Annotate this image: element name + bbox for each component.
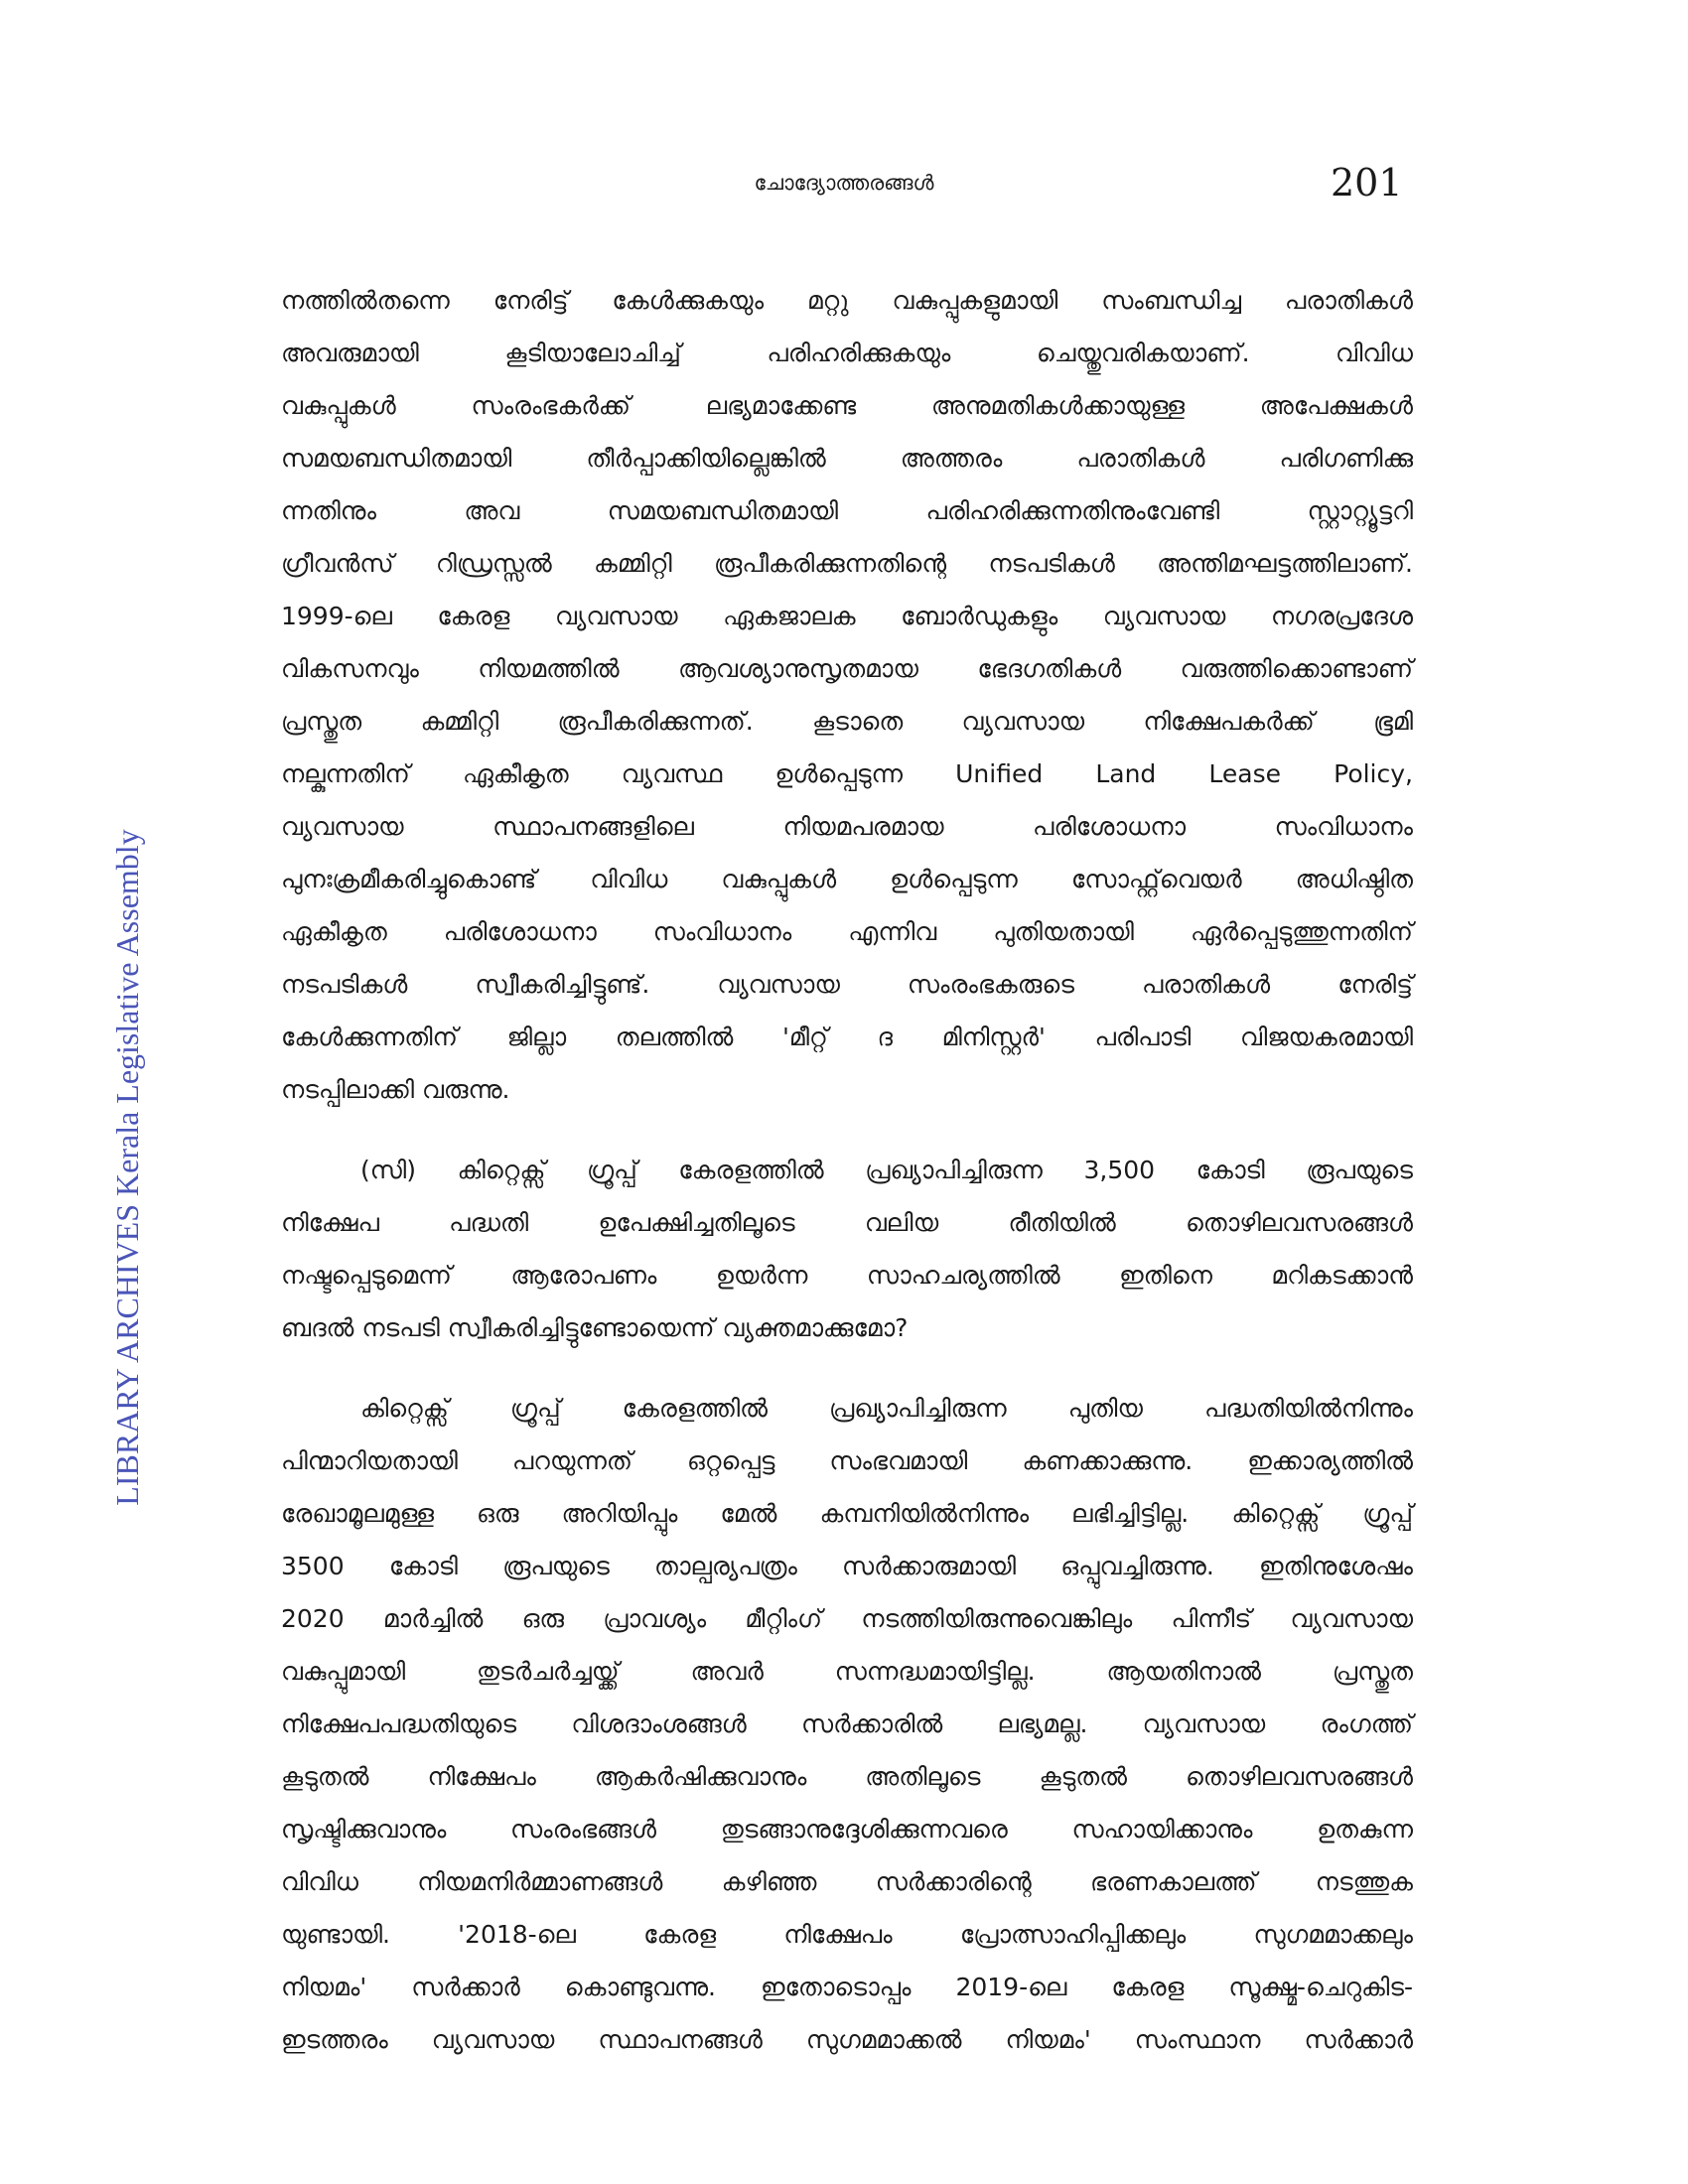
text-line: നഷ്ടപ്പെടുമെന്ന് ആരോപണം ഉയർന്ന സാഹചര്യത്തിൽ ഇതിനെ മറികടക്കാൻ — [281, 1261, 1413, 1290]
paragraph — [281, 274, 1413, 1116]
text-line: പുനഃക്രമീകരിച്ചുകൊണ്ട് വിവിധ വകുപ്പുകൾ ഉൾപ്പെടുന്ന സോഫ്റ്റ്‌വെയർ അധിഷ്ഠിത — [281, 865, 1413, 893]
text-line: 2020 മാർച്ചിൽ ഒരു പ്രാവശ്യം മീറ്റിംഗ് നടത്തിയിരുന്നുവെങ്കിലും പിന്നീട് വ്യവസായ — [281, 1604, 1413, 1633]
text-line: സൃഷ്ടിക്കുവാനും സംരംഭങ്ങൾ തുടങ്ങാനുദ്ദേശിക്കുന്നവരെ സഹായിക്കാനും ഉതകുന്ന — [281, 1815, 1413, 1843]
text-line: വകുപ്പുകൾ സംരംഭകർക്ക് ലഭ്യമാക്കേണ്ട അനുമതികൾക്കായുള്ള അപേക്ഷകൾ — [281, 391, 1413, 420]
text-line: (സി) കിറ്റെക്സ് ഗ്രൂപ്പ് കേരളത്തിൽ പ്രഖ്യാപിച്ചിരുന്ന 3,500 കോടി രൂപയുടെ — [360, 1156, 1413, 1184]
archive-watermark: LIBRARY ARCHIVES Kerala Legislative Assembly — [109, 829, 145, 1506]
text-line: കിറ്റെക്സ് ഗ്രൂപ്പ് കേരളത്തിൽ പ്രഖ്യാപിച്ചിരുന്ന പുതിയ പദ്ധതിയിൽനിന്നും — [360, 1394, 1413, 1423]
text-line: നിയമം' സർക്കാർ കൊണ്ടുവന്നു. ഇതോടൊപ്പം 2019-ലെ കേരള സൂക്ഷ്മ-ചെറുകിട- — [281, 1973, 1413, 2001]
text-line: യുണ്ടായി. '2018-ലെ കേരള നിക്ഷേപം പ്രോത്സാഹിപ്പിക്കലും സുഗമമാക്കലും — [281, 1920, 1413, 1949]
text-line: ന്നതിനും അവ സമയബന്ധിതമായി പരിഹരിക്കുന്നതിനുംവേണ്ടി സ്റ്റാറ്റ്യൂട്ടറി — [281, 496, 1413, 525]
text-line: നത്തിൽതന്നെ നേരിട്ട് കേൾക്കുകയും മറ്റു വകുപ്പുകളുമായി സംബന്ധിച്ച പരാതികൾ — [281, 286, 1413, 315]
text-line: വിവിധ നിയമനിർമ്മാണങ്ങൾ കഴിഞ്ഞ സർക്കാരിന്റെ ഭരണകാലത്ത് നടത്തുക — [281, 1867, 1413, 1896]
paragraph — [281, 1382, 1413, 2066]
text-line: വകുപ്പുമായി തുടർചർച്ചയ്ക്ക് അവർ സന്നദ്ധമായിട്ടില്ല. ആയതിനാൽ പ്രസ്തുത — [281, 1657, 1413, 1686]
text-line: ഇടത്തരം വ്യവസായ സ്ഥാപനങ്ങൾ സുഗമമാക്കൽ നിയമം' സംസ്ഥാന സർക്കാർ — [281, 2025, 1413, 2054]
text-line: നിക്ഷേപപദ്ധതിയുടെ വിശദാംശങ്ങൾ സർക്കാരിൽ ലഭ്യമല്ല. വ്യവസായ രംഗത്ത് — [281, 1709, 1413, 1738]
text-line: വ്യവസായ സ്ഥാപനങ്ങളിലെ നിയമപരമായ പരിശോധനാ സംവിധാനം — [281, 812, 1413, 841]
text-line: അവരുമായി കൂടിയാലോചിച്ച് പരിഹരിക്കുകയും ചെയ്തുവരികയാണ്. വിവിധ — [281, 339, 1413, 367]
paragraph — [281, 1144, 1413, 1354]
text-line: ബദൽ നടപടി സ്വീകരിച്ചിട്ടുണ്ടോയെന്ന് വ്യക്തമാക്കുമോ? — [281, 1313, 909, 1342]
text-line: നല്കുന്നതിന് ഏകീകൃത വ്യവസ്ഥ ഉൾപ്പെടുന്ന Unified Land Lease Policy, — [281, 759, 1413, 788]
body-text — [281, 274, 1413, 2066]
text-line: കൂടുതൽ നിക്ഷേപം ആകർഷിക്കുവാനും അതിലൂടെ കൂടുതൽ തൊഴിലവസരങ്ങൾ — [281, 1762, 1413, 1791]
text-line: പ്രസ്തുത കമ്മിറ്റി രൂപീകരിക്കുന്നത്. കൂടാതെ വ്യവസായ നിക്ഷേപകർക്ക് ഭൂമി — [281, 707, 1413, 736]
text-line: ഏകീകൃത പരിശോധനാ സംവിധാനം എന്നിവ പുതിയതായി ഏർപ്പെടുത്തുന്നതിന് — [281, 917, 1413, 946]
text-line: കേൾക്കുന്നതിന് ജില്ലാ തലത്തിൽ 'മീറ്റ് ദ മിനിസ്റ്റർ' പരിപാടി വിജയകരമായി — [281, 1023, 1413, 1051]
text-line: നടപടികൾ സ്വീകരിച്ചിട്ടുണ്ട്. വ്യവസായ സംരംഭകരുടെ പരാതികൾ നേരിട്ട് — [281, 970, 1413, 999]
text-line: 3500 കോടി രൂപയുടെ താല്പര്യപത്രം സർക്കാരുമായി ഒപ്പുവച്ചിരുന്നു. ഇതിനുശേഷം — [281, 1552, 1413, 1580]
text-line: പിന്മാറിയതായി പറയുന്നത് ഒറ്റപ്പെട്ട സംഭവമായി കണക്കാക്കുന്നു. ഇക്കാര്യത്തിൽ — [281, 1446, 1413, 1475]
running-header-title: ചോദ്യോത്തരങ്ങൾ — [754, 171, 934, 195]
text-line: 1999-ലെ കേരള വ്യവസായ ഏകജാലക ബോർഡുകളും വ്യവസായ നഗരപ്രദേശ — [281, 602, 1413, 630]
text-line: രേഖാമൂലമുള്ള ഒരു അറിയിപ്പും മേൽ കമ്പനിയിൽനിന്നും ലഭിച്ചിട്ടില്ല. കിറ്റെക്സ് ഗ്രൂപ്പ് — [281, 1499, 1413, 1528]
text-line: നടപ്പിലാക്കി വരുന്നു. — [281, 1075, 510, 1104]
text-line: ഗ്രീവൻസ് റിഡ്രസ്സൽ കമ്മിറ്റി രൂപീകരിക്കുന്നതിന്റെ നടപടികൾ അന്തിമഘട്ടത്തിലാണ്. — [281, 549, 1413, 578]
text-line: നിക്ഷേപ പദ്ധതി ഉപേക്ഷിച്ചതിലൂടെ വലിയ രീതിയിൽ തൊഴിലവസരങ്ങൾ — [281, 1208, 1413, 1237]
page-number: 201 — [1331, 161, 1403, 205]
text-line: സമയബന്ധിതമായി തീർപ്പാക്കിയില്ലെങ്കിൽ അത്തരം പരാതികൾ പരിഗണിക്കു — [281, 444, 1413, 473]
text-line: വികസനവും നിയമത്തിൽ ആവശ്യാനുസൃതമായ ഭേദഗതികൾ വരുത്തിക്കൊണ്ടാണ് — [281, 654, 1413, 683]
